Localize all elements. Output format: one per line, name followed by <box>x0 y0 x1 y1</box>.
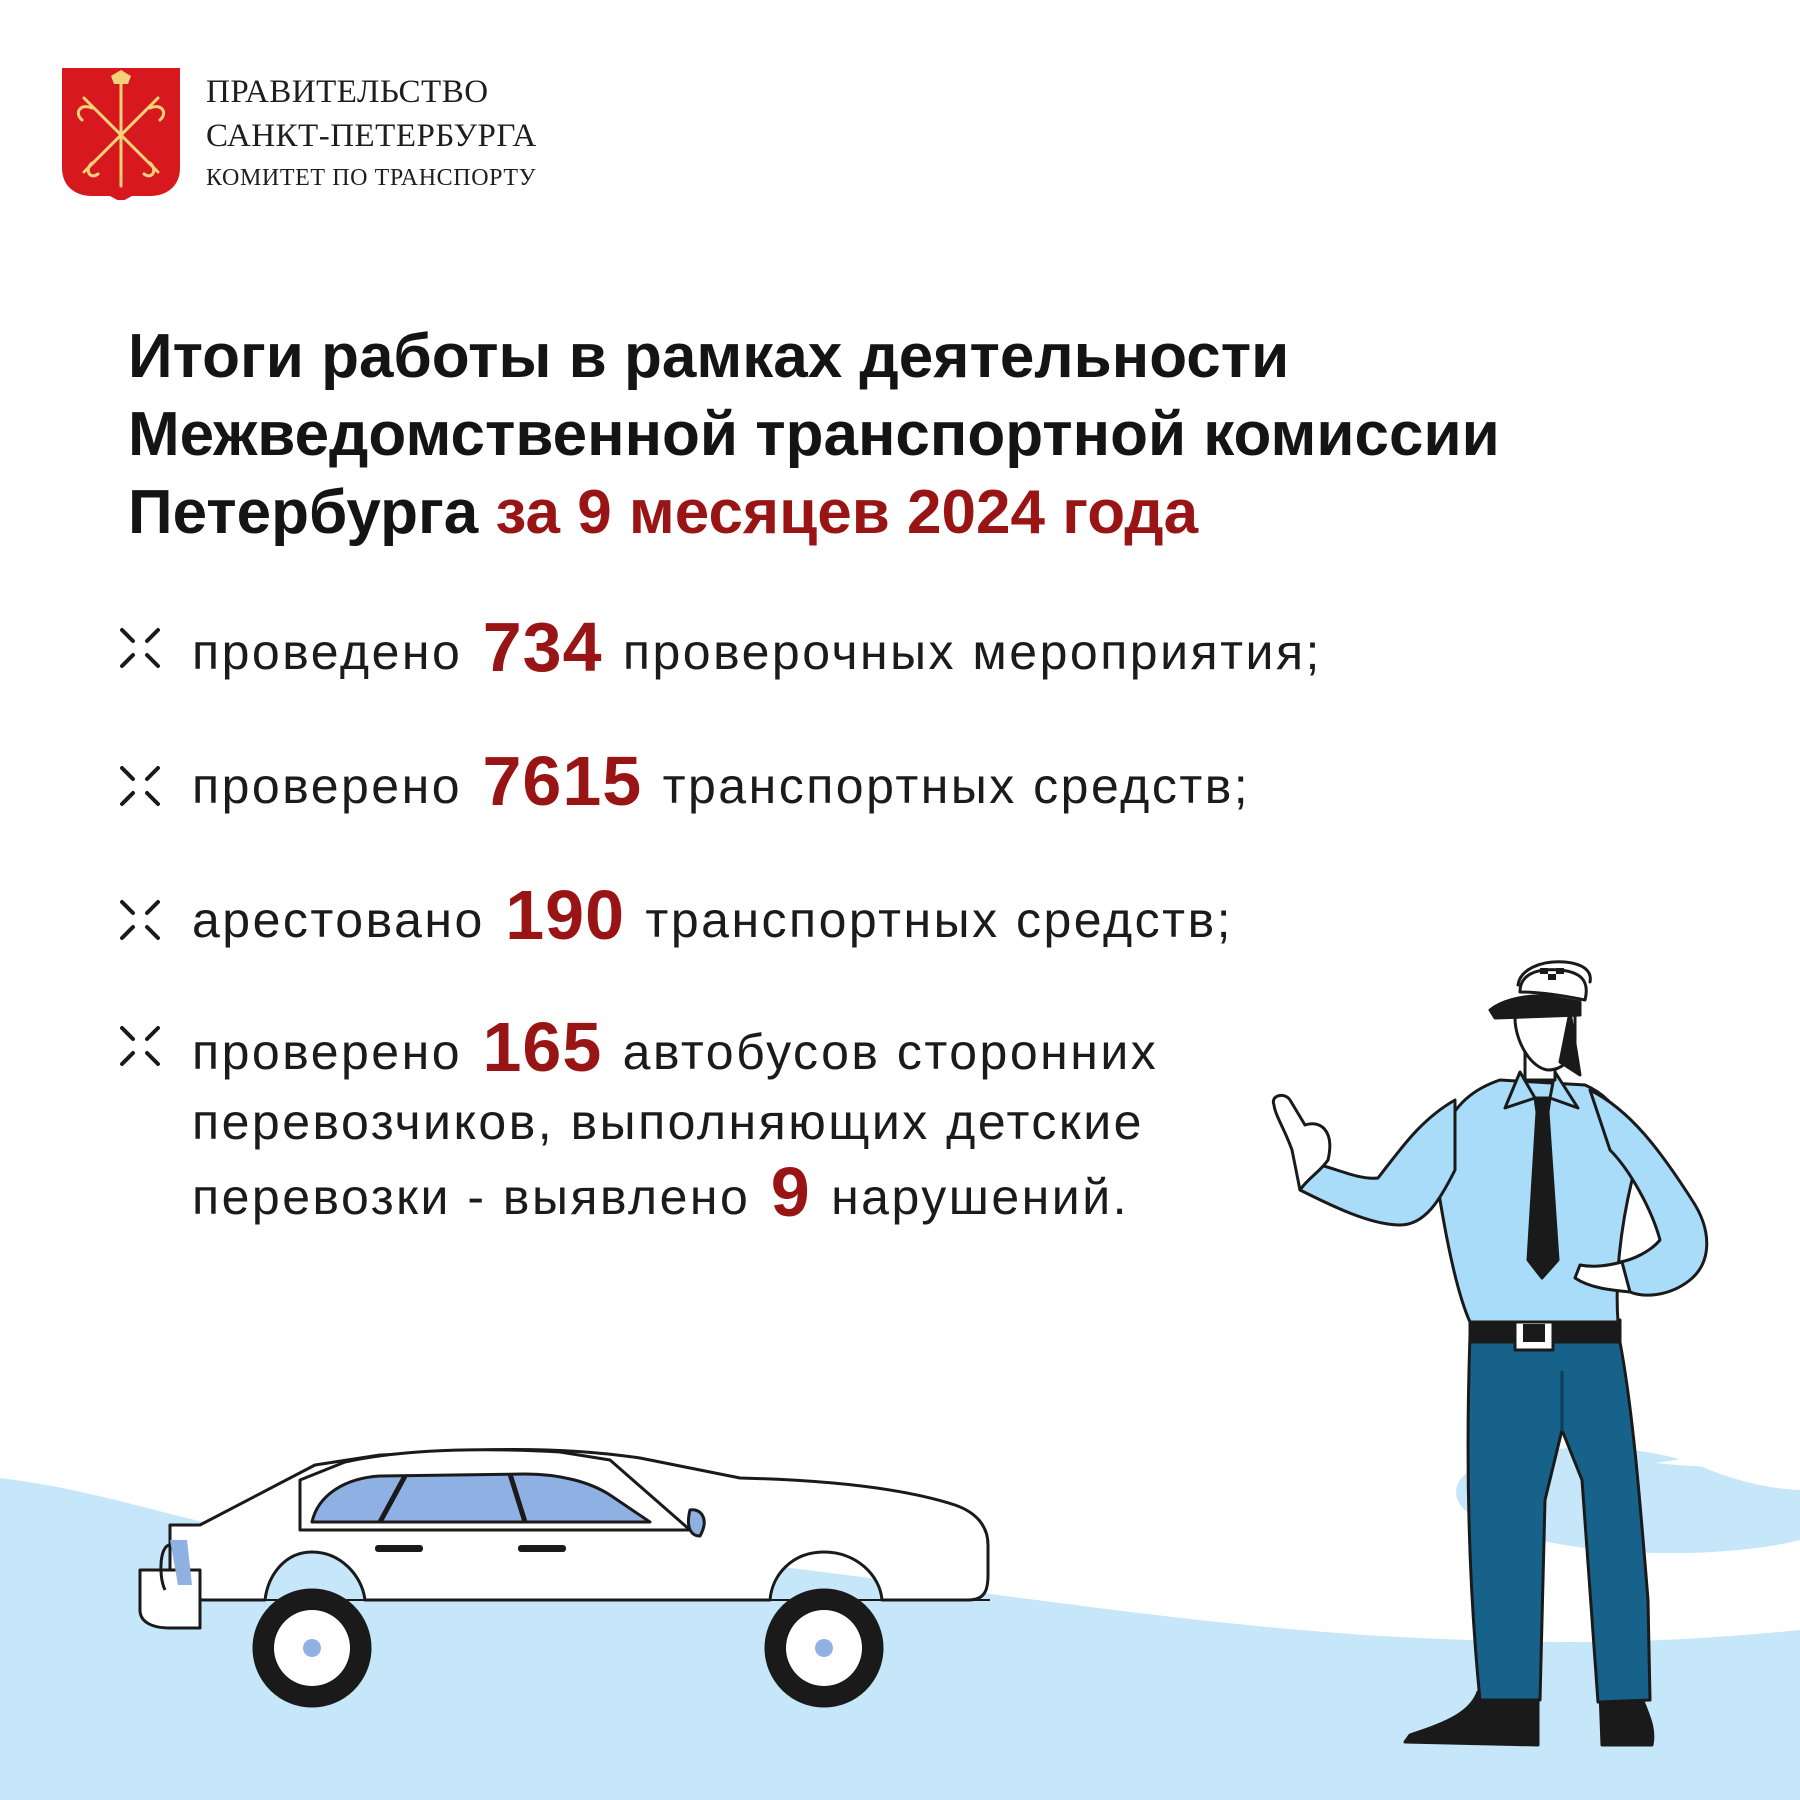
cross-arrows-icon <box>118 764 162 808</box>
stat-after: автобусов сторонних <box>622 1024 1159 1080</box>
stat-after: проверочных мероприятия; <box>622 624 1322 680</box>
org-line-1: ПРАВИТЕЛЬСТВО <box>206 74 489 110</box>
spb-coat-of-arms-icon <box>62 68 180 200</box>
stat-number: 190 <box>505 876 626 954</box>
title-line-1: Итоги работы в рамках деятельности <box>128 322 1290 391</box>
stat-violations-number: 9 <box>770 1153 811 1231</box>
stat-before: арестовано <box>192 892 485 948</box>
organization-name <box>206 70 806 198</box>
stat-line-3-after: нарушений. <box>831 1169 1130 1225</box>
stat-number: 734 <box>482 608 603 686</box>
stat-text <box>192 608 1392 687</box>
stat-line-2: перевозчиков, выполняющих детские <box>192 1094 1144 1150</box>
org-line-2: САНКТ-ПЕТЕРБУРГА <box>206 118 537 154</box>
stat-before: проведено <box>192 624 463 680</box>
stat-number: 7615 <box>482 742 643 820</box>
stat-after: транспортных средств; <box>662 758 1251 814</box>
stat-line-3-before: перевозки - выявлено <box>192 1169 751 1225</box>
title-line-3 <box>128 474 1768 552</box>
cross-arrows-icon <box>118 1024 162 1068</box>
stat-before: проверено <box>192 758 463 814</box>
title-line-2: Межведомственной транспортной комиссии <box>128 400 1500 469</box>
stat-after: транспортных средств; <box>645 892 1234 948</box>
page-title <box>128 318 1768 552</box>
stat-text <box>192 1008 1392 1232</box>
stat-number: 165 <box>482 1008 603 1086</box>
stat-text <box>192 742 1392 821</box>
stat-before: проверено <box>192 1024 463 1080</box>
cross-arrows-icon <box>118 626 162 670</box>
title-highlight: за 9 месяцев 2024 года <box>495 478 1199 547</box>
stat-text <box>192 876 1392 955</box>
cross-arrows-icon <box>118 898 162 942</box>
org-subtitle: КОМИТЕТ ПО ТРАНСПОРТУ <box>206 165 537 191</box>
title-line-3-start: Петербурга <box>128 478 479 547</box>
